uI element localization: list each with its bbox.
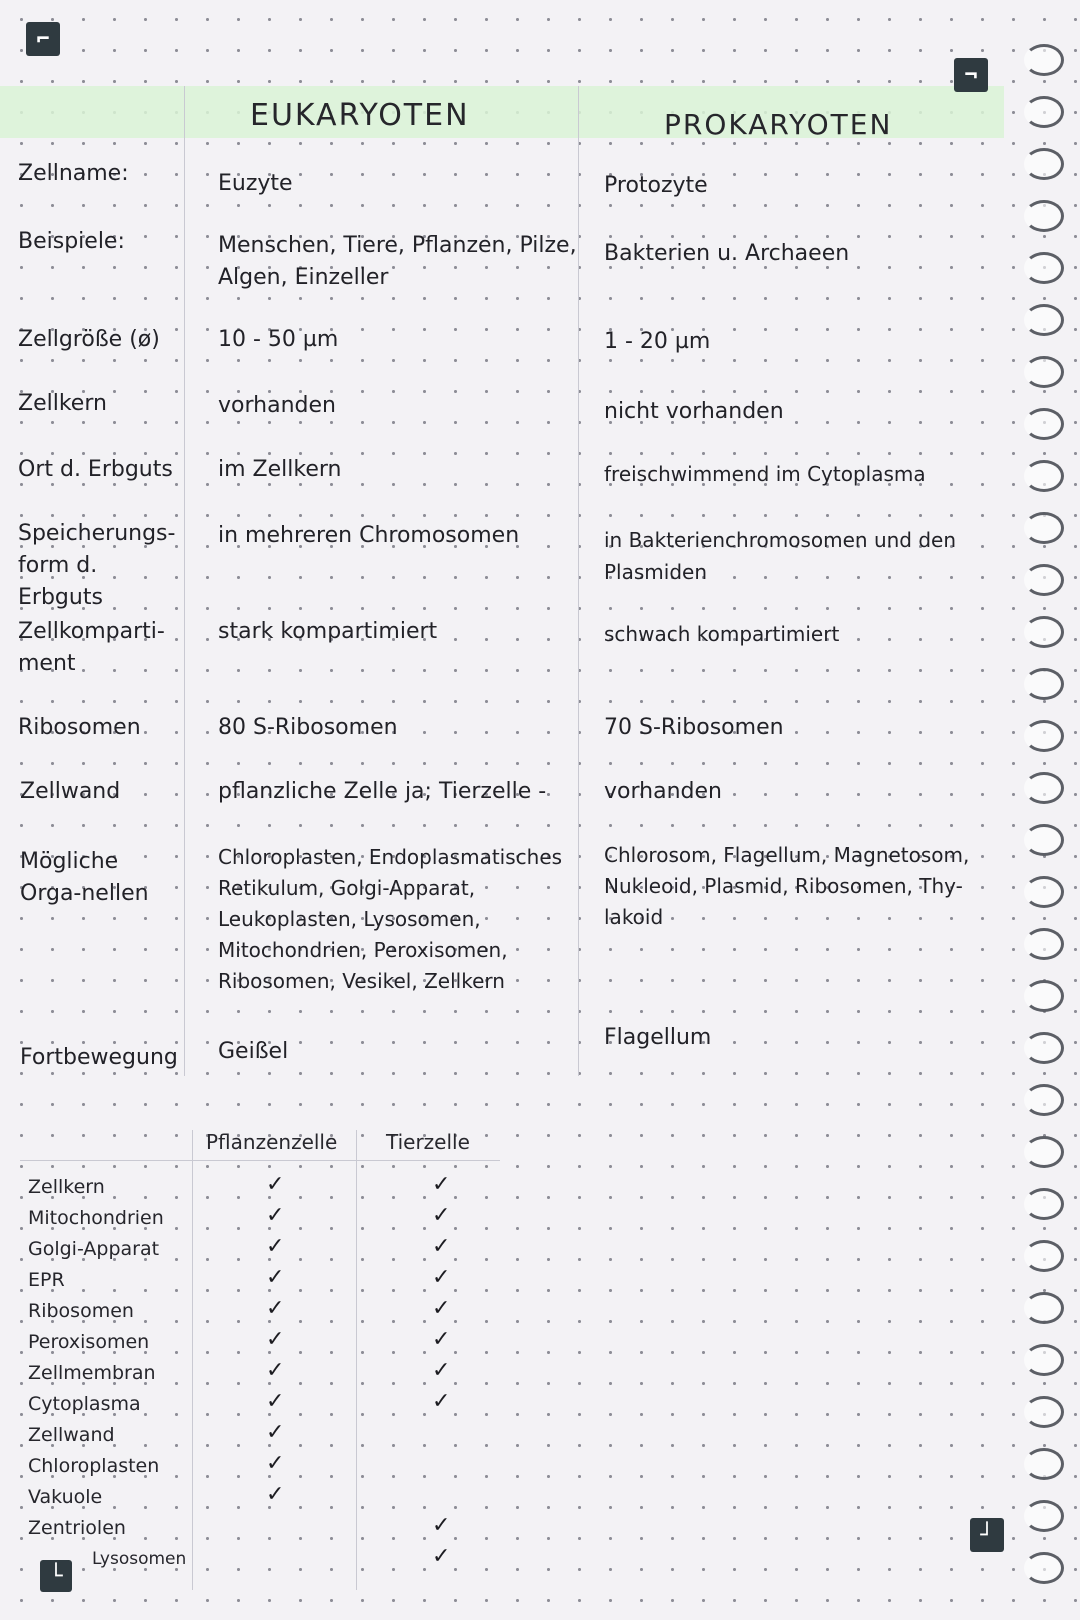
check-pflanzenzelle: ✓ — [266, 1203, 285, 1228]
prokaryoten-value: 1 - 20 µm — [604, 329, 711, 354]
spiral-ring — [1024, 980, 1064, 1012]
eukaryoten-value: Geißel — [218, 1039, 289, 1064]
comparison-row-label: Lysosomen — [92, 1549, 187, 1569]
row-label: Beispiele: — [18, 229, 125, 254]
spiral-ring — [1024, 772, 1064, 804]
eukaryoten-value: Menschen, Tiere, Pflanzen, Pilze, Algen, Einzeller — [218, 233, 577, 290]
comparison-row-label: Peroxisomen — [28, 1331, 150, 1353]
corner-marker-top-right: ¬ — [954, 58, 988, 92]
row-label: Speicherungs-form d. Erbguts — [18, 521, 176, 610]
comparison-row-label: Mitochondrien — [28, 1207, 164, 1229]
comparison-divider — [356, 1130, 357, 1590]
prokaryoten-value: 70 S-Ribosomen — [604, 715, 784, 740]
check-pflanzenzelle: ✓ — [266, 1358, 285, 1383]
check-tierzelle: ✓ — [432, 1327, 451, 1352]
spiral-ring — [1024, 1396, 1064, 1428]
check-tierzelle: ✓ — [432, 1513, 451, 1538]
eukaryoten-value: pflanzliche Zelle ja; Tierzelle - — [218, 779, 547, 804]
comparison-row-label: Cytoplasma — [28, 1393, 141, 1415]
comparison-row-label: Chloroplasten — [28, 1455, 160, 1477]
spiral-ring — [1024, 1292, 1064, 1324]
spiral-ring — [1024, 1500, 1064, 1532]
corner-marker-bottom-right: ┘ — [970, 1518, 1004, 1552]
prokaryoten-value: in Bakterienchromosomen und den Plasmiden — [604, 528, 957, 584]
comparison-row-label: Zellkern — [28, 1176, 105, 1198]
spiral-ring — [1024, 252, 1064, 284]
spiral-ring — [1024, 1240, 1064, 1272]
row-label: Zellwand — [20, 779, 121, 804]
spiral-ring — [1024, 460, 1064, 492]
spiral-ring — [1024, 1136, 1064, 1168]
check-pflanzenzelle: ✓ — [266, 1296, 285, 1321]
spiral-ring — [1024, 928, 1064, 960]
prokaryoten-value: freischwimmend im Cytoplasma — [604, 462, 926, 486]
comparison-divider — [192, 1130, 193, 1590]
check-tierzelle: ✓ — [432, 1265, 451, 1290]
eukaryoten-value: 10 - 50 µm — [218, 327, 339, 352]
spiral-ring — [1024, 1448, 1064, 1480]
spiral-ring — [1024, 876, 1064, 908]
comparison-header-line — [20, 1160, 500, 1161]
prokaryoten-value: Protozyte — [604, 173, 708, 198]
spiral-ring — [1024, 304, 1064, 336]
corner-marker-top-left: ⌐ — [26, 22, 60, 56]
comparison-row-label: Zentriolen — [28, 1517, 126, 1539]
comparison-col-pflanzenzelle: Pflanzenzelle — [206, 1130, 338, 1154]
spiral-ring — [1024, 148, 1064, 180]
spiral-ring — [1024, 720, 1064, 752]
check-tierzelle: ✓ — [432, 1203, 451, 1228]
comparison-row-label: Zellmembran — [28, 1362, 156, 1384]
spiral-ring — [1024, 1084, 1064, 1116]
check-tierzelle: ✓ — [432, 1544, 451, 1569]
eukaryoten-value: 80 S-Ribosomen — [218, 715, 398, 740]
eukaryoten-value: vorhanden — [218, 393, 336, 418]
eukaryoten-value: Euzyte — [218, 171, 293, 196]
spiral-ring — [1024, 200, 1064, 232]
header-eukaryoten: EUKARYOTEN — [250, 98, 470, 133]
row-label: Ort d. Erbguts — [18, 457, 173, 482]
prokaryoten-value: schwach kompartimiert — [604, 622, 840, 646]
prokaryoten-value: Bakterien u. Archaeen — [604, 241, 850, 266]
spiral-ring — [1024, 96, 1064, 128]
check-pflanzenzelle: ✓ — [266, 1420, 285, 1445]
check-pflanzenzelle: ✓ — [266, 1327, 285, 1352]
corner-marker-bottom-left: └ — [40, 1560, 72, 1592]
check-pflanzenzelle: ✓ — [266, 1172, 285, 1197]
row-label: Ribosomen — [18, 715, 141, 740]
spiral-ring — [1024, 616, 1064, 648]
check-pflanzenzelle: ✓ — [266, 1482, 285, 1507]
comparison-row-label: Ribosomen — [28, 1300, 134, 1322]
comparison-row-label: Vakuole — [28, 1486, 103, 1508]
row-label: Zellkern — [18, 391, 107, 416]
check-pflanzenzelle: ✓ — [266, 1265, 285, 1290]
row-label: Zellgröße (ø) — [18, 327, 160, 352]
column-divider — [578, 86, 579, 1076]
comparison-row-label: Zellwand — [28, 1424, 115, 1446]
prokaryoten-value: nicht vorhanden — [604, 399, 784, 424]
check-pflanzenzelle: ✓ — [266, 1451, 285, 1476]
spiral-ring — [1024, 1188, 1064, 1220]
spiral-ring — [1024, 668, 1064, 700]
prokaryoten-value: vorhanden — [604, 779, 722, 804]
column-divider — [184, 86, 185, 1076]
spiral-ring — [1024, 356, 1064, 388]
spiral-ring — [1024, 1032, 1064, 1064]
eukaryoten-value: stark kompartimiert — [218, 619, 438, 644]
check-pflanzenzelle: ✓ — [266, 1234, 285, 1259]
check-tierzelle: ✓ — [432, 1389, 451, 1414]
eukaryoten-value: im Zellkern — [218, 457, 342, 482]
check-tierzelle: ✓ — [432, 1296, 451, 1321]
spiral-ring — [1024, 824, 1064, 856]
check-tierzelle: ✓ — [432, 1172, 451, 1197]
eukaryoten-value: in mehreren Chromosomen — [218, 523, 520, 548]
check-tierzelle: ✓ — [432, 1234, 451, 1259]
check-pflanzenzelle: ✓ — [266, 1389, 285, 1414]
row-label: Mögliche Orga-nellen — [20, 849, 149, 906]
spiral-ring — [1024, 512, 1064, 544]
comparison-row-label: EPR — [28, 1269, 65, 1291]
prokaryoten-value: Chlorosom, Flagellum, Magnetosom, Nukleoid, Plasmid, Ribosomen, Thy-lakoid — [604, 843, 970, 929]
comparison-col-tierzelle: Tierzelle — [386, 1130, 470, 1154]
comparison-row-label: Golgi-Apparat — [28, 1238, 160, 1260]
spiral-binding — [1020, 0, 1080, 1620]
header-prokaryoten: PROKARYOTEN — [664, 108, 893, 141]
spiral-ring — [1024, 408, 1064, 440]
eukaryoten-value: Chloroplasten, Endoplasmatisches Retikulum, Golgi-Apparat, Leukoplasten, Lysosomen, Mitochondrien, Peroxisomen, Ribosomen, Vesikel, Zellkern — [218, 845, 563, 993]
spiral-ring — [1024, 44, 1064, 76]
check-tierzelle: ✓ — [432, 1358, 451, 1383]
row-label: Zellname: — [18, 161, 129, 186]
spiral-ring — [1024, 1344, 1064, 1376]
spiral-ring — [1024, 564, 1064, 596]
row-label: Zellkomparti-ment — [18, 619, 165, 676]
row-label: Fortbewegung — [20, 1045, 178, 1070]
prokaryoten-value: Flagellum — [604, 1025, 712, 1050]
spiral-ring — [1024, 1552, 1064, 1584]
